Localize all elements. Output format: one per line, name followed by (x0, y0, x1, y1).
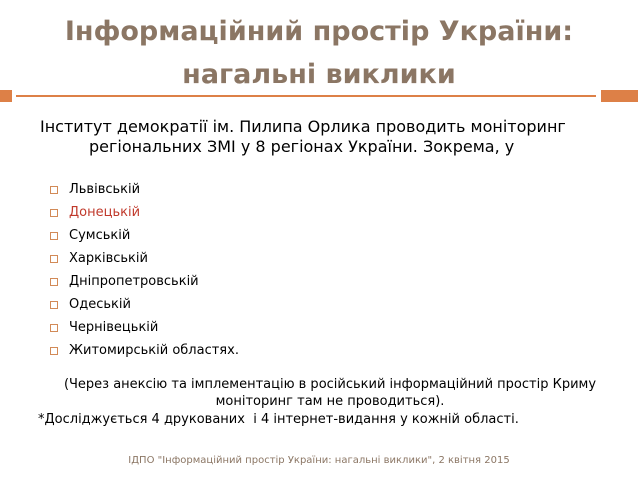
slide-title-line2: нагальні виклики (182, 59, 456, 90)
crimea-note (60, 376, 600, 410)
region-item-kharkiv (50, 247, 239, 270)
regions-list (50, 178, 239, 362)
slide-footer: ІДПО "Інформаційний простір України: нагальні виклики", 2 квітня 2015 (128, 455, 510, 466)
region-label: Житомирській областях. (69, 343, 239, 358)
intro-paragraph (40, 117, 620, 157)
checkbox-square-icon (50, 278, 58, 286)
crimea-note-line2: моніторинг там не проводиться). (215, 394, 445, 409)
region-label: Харківській (69, 251, 148, 266)
region-label: Одеській (69, 297, 131, 312)
region-label: Дніпропетровській (69, 274, 199, 289)
checkbox-square-icon (50, 324, 58, 332)
intro-line1: Інститут демократії ім. Пилипа Орлика проводить моніторинг (40, 117, 566, 136)
region-label: Сумській (69, 228, 131, 243)
region-item-lviv (50, 178, 239, 201)
media-count-note: *Досліджується 4 друкованих і 4 інтернет-видання у кожній області. (38, 412, 519, 427)
checkbox-square-icon (50, 186, 58, 194)
region-item-odesa (50, 293, 239, 316)
region-label: Донецькій (69, 205, 141, 220)
divider-accent-right (601, 90, 638, 102)
region-item-dnipro (50, 270, 239, 293)
divider-accent-left (0, 90, 12, 102)
checkbox-square-icon (50, 255, 58, 263)
slide-title (0, 10, 638, 96)
region-label: Львівській (69, 182, 141, 197)
region-item-donetsk (50, 201, 239, 224)
crimea-note-line1: (Через анексію та імплементацію в російський інформаційний простір Криму (63, 377, 597, 392)
checkbox-square-icon (50, 347, 58, 355)
checkbox-square-icon (50, 232, 58, 240)
region-item-zhytomyr (50, 339, 239, 362)
region-item-chernivtsi (50, 316, 239, 339)
slide-title-line1: Інформаційний простір України: (64, 16, 574, 47)
checkbox-square-icon (50, 209, 58, 217)
intro-line2: регіональних ЗМІ у 8 регіонах України. Зокрема, у (89, 137, 515, 156)
divider-line (16, 95, 596, 97)
region-label: Чернівецькій (69, 320, 159, 335)
region-item-sumy (50, 224, 239, 247)
checkbox-square-icon (50, 301, 58, 309)
